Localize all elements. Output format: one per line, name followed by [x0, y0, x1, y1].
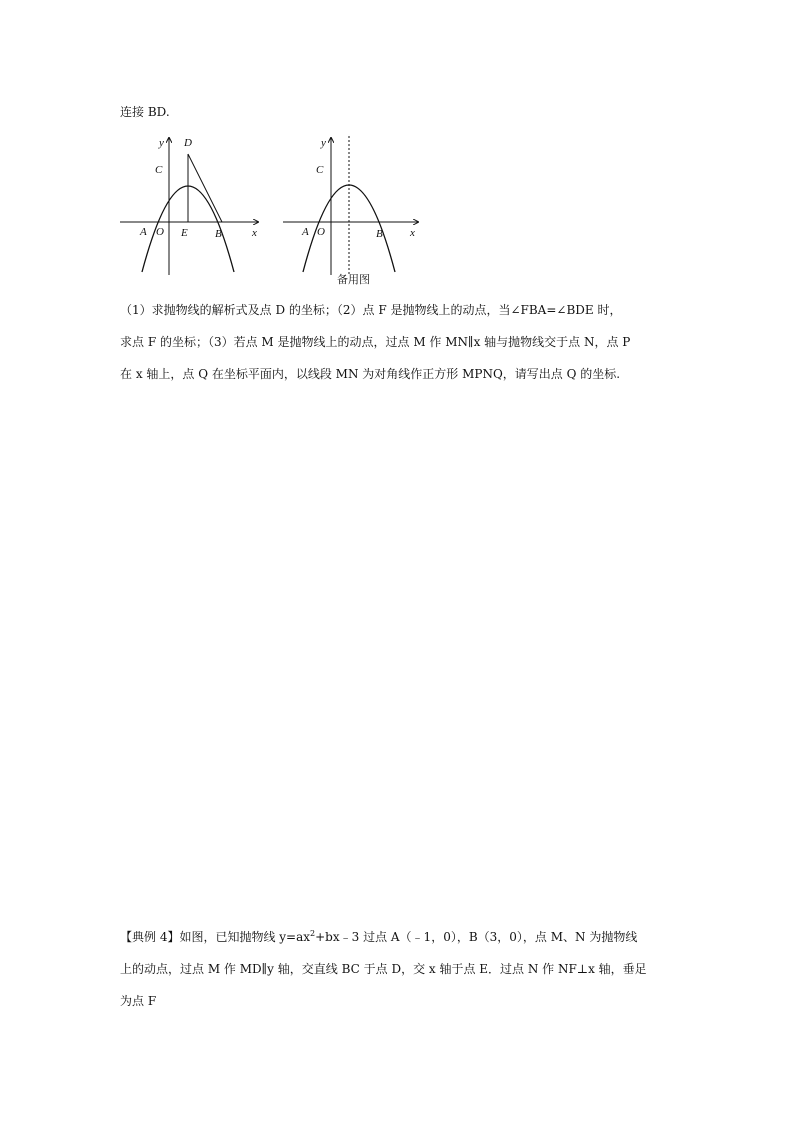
- question-line-1: （1）求抛物线的解析式及点 D 的坐标；（2）点 F 是抛物线上的动点，当∠FBA=∠BDE 时，: [120, 303, 622, 317]
- label-b: B: [215, 228, 222, 240]
- example-line-1: [120, 918, 680, 953]
- intro-text: [120, 96, 680, 128]
- label-x: x: [252, 227, 257, 239]
- label-y: y: [159, 137, 164, 149]
- example-line-1-b: +bx﹣3 过点 A（﹣1，0），B（3，0），点 M、N 为抛物线: [315, 930, 638, 944]
- segment-bd: [188, 154, 222, 222]
- figure-2-svg: [278, 132, 428, 292]
- label-c: C: [316, 164, 324, 176]
- figure-2: [278, 132, 428, 292]
- label-a: A: [140, 226, 147, 238]
- intro-line: 连接 BD.: [120, 105, 170, 119]
- label-d: D: [184, 137, 192, 149]
- question-line-2: 求点 F 的坐标；（3）若点 M 是抛物线上的动点，过点 M 作 MN∥x 轴与抛物线交于点 N，点 P: [120, 335, 631, 349]
- example-line-1-a: 【典例 4】如图，已知抛物线 y=ax: [120, 930, 311, 944]
- question-text: [120, 294, 680, 390]
- figure-caption: 备用图: [337, 274, 370, 286]
- figure-1-svg: [115, 132, 265, 277]
- label-x: x: [410, 227, 415, 239]
- label-e: E: [181, 227, 188, 239]
- example-line-2: 上的动点，过点 M 作 MD∥y 轴，交直线 BC 于点 D，交 x 轴于点 E．过点 N 作 NF⊥x 轴，垂足: [120, 962, 647, 976]
- question-line-3: 在 x 轴上，点 Q 在坐标平面内，以线段 MN 为对角线作正方形 MPNQ，请写出点 Q 的坐标.: [120, 367, 621, 381]
- label-o: O: [317, 226, 325, 238]
- example-line-1-sup: 2: [310, 929, 316, 938]
- label-y: y: [321, 137, 326, 149]
- label-a: A: [302, 226, 309, 238]
- example-4-text: [120, 918, 680, 1017]
- example-line-3: 为点 F: [120, 994, 157, 1008]
- figure-1: [115, 132, 265, 277]
- label-c: C: [155, 164, 163, 176]
- label-o: O: [156, 226, 164, 238]
- label-b: B: [376, 228, 383, 240]
